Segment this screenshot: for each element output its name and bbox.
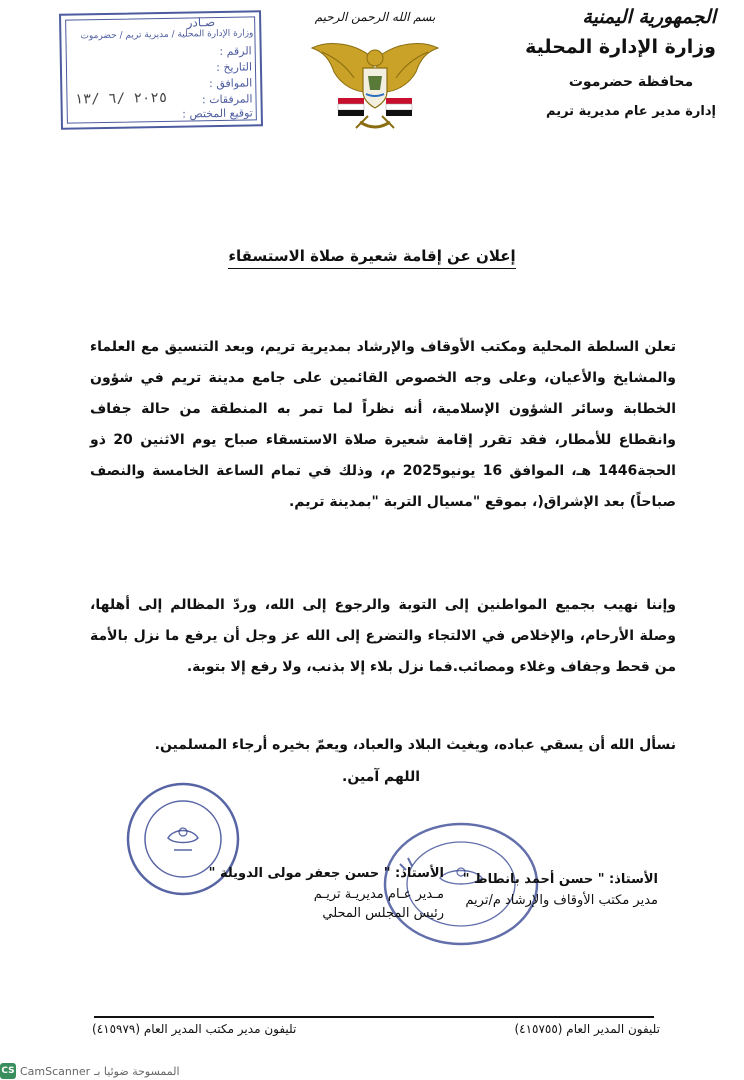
basmala: بسم الله الرحمن الرحيم xyxy=(314,10,436,24)
stamp-office: وزارة الإدارة المحلية / مديرية تريم / حضرموت xyxy=(80,28,254,42)
announcement-paragraph-2: وإننا نهيب بجميع المواطنين إلى التوبة والرجوع إلى الله، وردّ المظالم إلى أهلها، وصلة الأرحام، والإخلاص في الالتجاء والتضرع إلى الله عز وجل أن يرفع ما نزل بالأمة من قحط وجفاف وغلاء ومصائب.فما نزل بلاء إلا بذنب، ولا رفع إلا بتوبة. xyxy=(90,597,676,675)
scanner-watermark xyxy=(0,1062,260,1080)
signatory-title-director: مـدير عـام مديريـة تريـم xyxy=(313,887,444,902)
governorate-name: محافظة حضرموت xyxy=(568,74,694,90)
stamp-title: صـادر xyxy=(186,15,216,30)
letterhead xyxy=(486,6,716,119)
stamp-date-value: ٢٠٢٥ /٦ /١٣ xyxy=(74,89,168,108)
department-name: إدارة مدير عام مديرية تريم xyxy=(546,104,716,119)
signatory-title-awqaf: مدير مكتب الأوقاف والإرشاد م/تريم xyxy=(465,893,658,908)
stamp-signature-label: توقيع المختص : xyxy=(182,106,253,121)
signature-block-director xyxy=(144,866,444,921)
yemen-emblem xyxy=(300,10,450,140)
stamp-number-label: الرقم : xyxy=(219,44,252,58)
announcement-title-text: إعلان عن إقامة شعيرة صلاة الاستسقاء xyxy=(228,247,515,269)
footer-phone-office: تليفون مدير مكتب المدير العام (٤١٥٩٧٩) xyxy=(92,1022,297,1036)
footer-divider xyxy=(94,1016,654,1018)
signatory-name-director: الأستاذ: " حسن جعفر مولى الدويلة " xyxy=(208,866,444,881)
camscanner-logo-icon: CS xyxy=(0,1063,16,1079)
republic-title: الجمهورية اليمنية xyxy=(582,6,716,28)
stamp-corresponding-label: الموافق : xyxy=(208,76,253,91)
outgoing-registry-stamp xyxy=(59,10,263,130)
announcement-paragraph-1: تعلن السلطة المحلية ومكتب الأوقاف والإرشاد بمديرية تريم، وبعد التنسيق مع العلماء والمشايخ والأعيان، وعلى وجه الخصوص القائمين على جامع مدينة تريم في شؤون الخطابة وسائر الشؤون الإسلامية، أنه نظراً لما تمر به المنطقة من حالة جفاف وانقطاع للأمطار، فقد تقرر إقامة شعيرة صلاة الاستسقاء صباح يوم الاثنين 20 ذو الحجة1446 هـ، الموافق 16 يونيو2025 م، وذلك في تمام الساعة الخامسة والنصف صباحاً) بعد الإشراق(، بموقع "مسيال التربة "بمدينة تريم. xyxy=(90,339,676,510)
scanner-app-name: CamScanner xyxy=(20,1064,91,1078)
stamp-attachments-label: المرفقات : xyxy=(201,92,253,107)
announcement-paragraph-4: اللهم آمين. xyxy=(342,769,420,785)
eagle-emblem-icon xyxy=(308,32,442,140)
signatory-title2-director: رئيس المجلس المحلي xyxy=(322,906,444,921)
scanner-caption: الممسوحة ضوئيا بـ xyxy=(94,1064,180,1078)
footer-phone-director: تليفون المدير العام (٤١٥٧٥٥) xyxy=(514,1022,660,1036)
signatory-name-awqaf: الأستاذ: " حسن أحمد بانطاط " xyxy=(462,872,658,887)
stamp-date-label: التاريخ : xyxy=(216,60,253,75)
announcement-paragraph-3: نسأل الله أن يسقي عباده، ويغيث البلاد والعباد، ويعمّ بخيره أرجاء المسلمين. xyxy=(154,737,676,753)
ministry-name: وزارة الإدارة المحلية xyxy=(525,36,716,58)
announcement-title xyxy=(0,246,744,265)
